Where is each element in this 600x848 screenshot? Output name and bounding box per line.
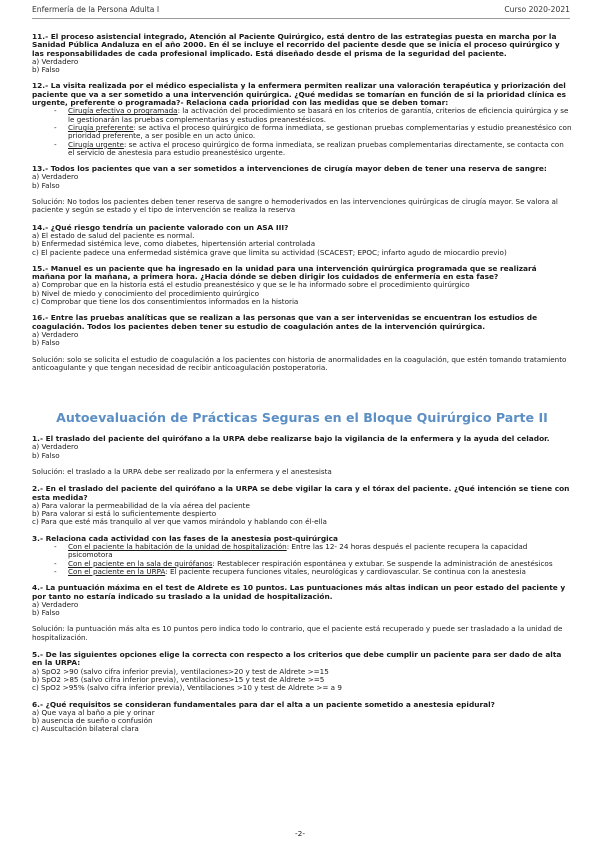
option-a: a) Para valorar la permeabilidad de la vía aérea del paciente (32, 500, 250, 510)
option-b: b) Falso (32, 608, 60, 618)
solution-16: Solución: solo se solicita el estudio de coagulación a los pacientes con historia de anormalidades en la coagulación, que estén tomando tratamiento anticoagulante y que tengan necesidad de recibir anticoagulación postoperatoria. (32, 354, 567, 372)
matching-term: Cirugía efectiva o programada (68, 106, 178, 116)
matching-item (68, 568, 572, 576)
part2-solution-4: Solución: la puntuación más alta es 10 puntos pero indica todo lo contrario, que el paciente está recuperado y puede ser trasladado a la unidad de hospitalización. (32, 624, 563, 642)
option-a: a) Que vaya al baño a pie y orinar (32, 707, 155, 717)
question-13 (32, 165, 572, 190)
option-b: b) Para valorar si está lo suficientemente despierto (32, 509, 217, 519)
question-text: 11.- El proceso asistencial integrado, Atención al Paciente Quirúrgico, está dentro de las estrategias puesta en marcha por la Sanidad Pública Andaluza en el año 2000. En él se incluye el recorrido del paciente desde que se inicia el proceso quirúrgico y las responsabilidades de cada profesional implicado. Está diseñado desde el prisma de la seguridad del paciente. (32, 32, 560, 58)
question-14 (32, 224, 572, 257)
question-text: 1.- El traslado del paciente del quirófano a la URPA debe realizarse bajo la vigilancia de la enfermera y la ayuda del celador. (32, 434, 550, 444)
matching-list (32, 543, 572, 576)
matching-list (32, 107, 572, 157)
question-text: 12.- La visita realizada por el médico especialista y la enfermera permiten realizar una valoración terapéutica y priorización del paciente que va a ser sometido a una intervención quirúrgica. ¿Qué medidas se tomarían en función de si la prioridad clínica es urgente, preferente o programada?- Relaciona cada prioridad con las medidas que se deben tomar: (32, 81, 567, 108)
option-a: a) Verdadero (32, 56, 79, 66)
matching-item (68, 141, 572, 158)
option-b: b) SpO2 >85 (salvo cifra inferior previa), ventilaciones>15 y test de Aldrete >=5 (32, 674, 325, 684)
option-a: a) Verdadero (32, 599, 79, 609)
part2-question-6 (32, 701, 572, 734)
question-text: 2.- En el traslado del paciente del quirófano a la URPA se debe vigilar la cara y el tórax del paciente. ¿Qué intención se tiene con esta medida? (32, 484, 570, 502)
question-text: 13.- Todos los pacientes que van a ser sometidos a intervenciones de cirugía mayor deben de tener una reserva de sangre: (32, 164, 547, 174)
option-b: b) Falso (32, 338, 60, 348)
part2-question-1 (32, 435, 572, 460)
part2-question-5 (32, 651, 572, 692)
option-b: b) Enfermedad sistémica leve, como diabetes, hipertensión arterial controlada (32, 239, 316, 249)
option-b: b) Nivel de miedo y conocimiento del procedimiento quirúrgico (32, 288, 259, 298)
question-text: 5.- De las siguientes opciones elige la correcta con respecto a los criterios que debe cumplir un paciente para ser dado de alta en la URPA: (32, 650, 562, 668)
matching-term: Con el paciente la habitación de la unidad de hospitalización (68, 542, 287, 552)
option-c: c) Auscultación bilateral clara (32, 724, 139, 734)
option-a: a) Verdadero (32, 442, 79, 452)
option-a: a) Verdadero (32, 172, 79, 182)
matching-item (68, 543, 572, 560)
question-text: 16.- Entre las pruebas analíticas que se realizan a las personas que van a ser intervenidas se encuentran los estudios de coagulación. Todos los pacientes deben tener su estudio de coagulación antes de la intervención quirúrgica. (32, 313, 538, 331)
matching-term: Con el paciente en la sala de quirófanos (68, 558, 213, 568)
page-header (32, 4, 570, 19)
option-b: b) ausencia de sueño o confusión (32, 716, 153, 726)
section-title: Autoevaluación de Prácticas Seguras en el Bloque Quirúrgico Parte II (56, 410, 548, 426)
part2-question-3 (32, 535, 572, 576)
page-content (32, 33, 572, 742)
option-a: a) Verdadero (32, 329, 79, 339)
option-c: c) El paciente padece una enfermedad sistémica grave que limita su actividad (SCACEST; EPOC; infarto agudo de miocardio previo) (32, 247, 507, 257)
matching-item (68, 124, 572, 141)
option-b: b) Falso (32, 450, 60, 460)
question-text: 6.- ¿Qué requisitos se consideran fundamentales para dar el alta a un paciente sometido a anestesia epidural? (32, 699, 495, 709)
part2-solution-1: Solución: el traslado a la URPA debe ser realizado por la enfermera y el anestesista (32, 466, 332, 476)
option-a: a) El estado de salud del paciente es normal. (32, 230, 195, 240)
question-11 (32, 33, 572, 74)
option-a: a) Comprobar que en la historia está el estudio preanestésico y que se le ha informado sobre el procedimiento quirúrgico (32, 280, 470, 290)
page-number: -2- (294, 829, 306, 838)
matching-desc: : se activa el proceso quirúrgico de forma inmediata, se gestionan pruebas complementarias y estudio preanestésico con prioridad preferente, a ser posible en un acto único. (68, 122, 572, 141)
question-text: 15.- Manuel es un paciente que ha ingresado en la unidad para una intervención quirúrgica programada que se realizará mañana por la mañana, a primera hora. ¿Hacia dónde se deben dirigir los cuidados de enfermería en esta fase? (32, 263, 537, 282)
matching-item (68, 107, 572, 124)
option-b: b) Falso (32, 180, 60, 190)
matching-term: Con el paciente en la URPA (68, 566, 166, 576)
question-12 (32, 82, 572, 157)
matching-desc: : El paciente recupera funciones vitales, neurológicas y cardiovascular. Se continua con la anestesia (165, 566, 526, 576)
solution-13: Solución: No todos los pacientes deben tener reserva de sangre o hemoderivados en las intervenciones quirúrgicas de cirugía mayor. Se valora al paciente y según se estado y el tipo de intervención se realiza la reserva (32, 197, 558, 215)
part2-question-4 (32, 584, 572, 617)
question-text: 14.- ¿Qué riesgo tendría un paciente valorado con un ASA III? (32, 222, 289, 232)
matching-term: Cirugía urgente (68, 139, 124, 149)
option-a: a) SpO2 >90 (salvo cifra inferior previa), ventilaciones>20 y test de Aldrete >=15 (32, 666, 329, 676)
question-15 (32, 265, 572, 306)
matching-desc: : se activa el proceso quirúrgico de forma inmediata, se realizan pruebas complementarias directamente, se contacta con el servicio de anestesia para estudio preanestésico urgente. (68, 139, 564, 157)
question-text: 4.- La puntuación máxima en el test de Aldrete es 10 puntos. Las puntuaciones más altas indican un peor estado del paciente y por tanto no estaría indicado su traslado a la unidad de hospitalización. (32, 583, 566, 601)
matching-term: Cirugía preferente (68, 122, 134, 132)
option-c: c) SpO2 >95% (salvo cifra inferior previa), Ventilaciones >10 y test de Aldrete >= a 9 (32, 683, 342, 693)
header-course-year: Curso 2020-2021 (504, 5, 570, 14)
option-c: c) Para que esté más tranquilo al ver que vamos mirándolo y hablando con él-ella (32, 517, 327, 527)
option-b: b) Falso (32, 65, 60, 75)
option-c: c) Comprobar que tiene los dos consentimientos informados en la historia (32, 297, 299, 307)
question-16 (32, 314, 572, 347)
matching-desc: : Entre las 12- 24 horas después el paciente recupera la capacidad psicomotora (68, 542, 528, 560)
part2-question-2 (32, 485, 572, 526)
matching-desc: : la activación del procedimiento se basará en los criterios de garantía, criterios de eficiencia quirúrgica y se le gestionarán las pruebas complementarias y estudios preanestésicos. (68, 106, 569, 124)
header-course-name: Enfermería de la Persona Adulta I (32, 5, 160, 14)
matching-desc: : Restablecer respiración espontánea y extubar. Se suspende la administración de anestésicos (212, 558, 553, 568)
question-text: 3.- Relaciona cada actividad con las fases de la anestesia post-quirúrgica (32, 533, 339, 543)
